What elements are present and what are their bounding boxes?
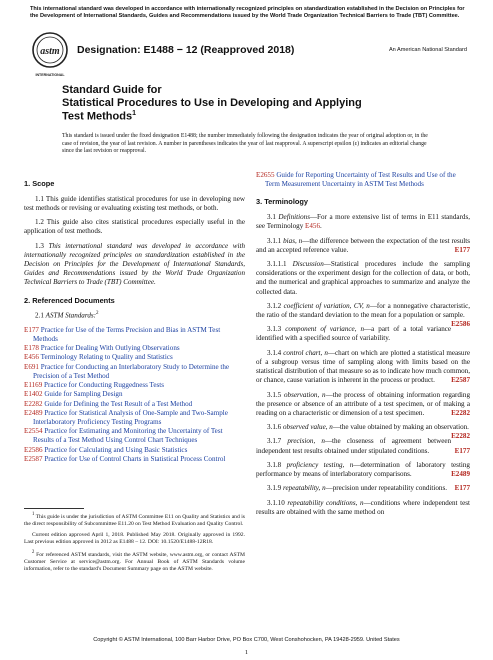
reference-code[interactable]: E1402	[24, 390, 43, 399]
scope-1-1: 1.1 This guide identifies statistical procedures for use in developing new test methods or revising or evaluating existing test methods, or both.	[24, 194, 245, 212]
definition: 3.1.1.1 Discussion—Statistical procedures include the sampling considerations or the experiment design for the collection of data, or both, and the numerical and graphical approaches to summarize and analyze the collected data.	[256, 259, 471, 296]
reference-code[interactable]: E1169	[24, 381, 43, 390]
reference-item[interactable]	[24, 400, 245, 409]
designation: Designation: E1488 − 12 (Reapproved 2018)	[77, 44, 295, 56]
definition: 3.1.8 proficiency testing, n—determination of laboratory testing performance by means of interlaboratory comparisons. E2489	[256, 460, 470, 479]
reference-title[interactable]: Terminology Relating to Quality and Statistics	[40, 353, 173, 362]
definition-source-ref[interactable]: E177	[454, 484, 470, 493]
reference-title[interactable]: Guide for Sampling Design	[44, 390, 123, 399]
definition: 3.1.3 component of variance, n—a part of a total variance identified with a specified source of variability.	[256, 325, 452, 343]
reference-title[interactable]: Guide for Defining the Test Result of a Test Method	[44, 399, 193, 408]
left-column	[24, 171, 245, 464]
reference-item[interactable]	[24, 455, 245, 464]
astm-standards-label: 2.1 ASTM Standards:$^2$	[35, 311, 99, 320]
reference-title[interactable]: Practice for Conducting an Interlaboratory Study to Determine the Precision of a Test Method	[33, 362, 230, 380]
definition-source-ref[interactable]: E177	[454, 446, 470, 455]
reference-code[interactable]: E2655	[256, 171, 275, 179]
reference-item[interactable]	[24, 344, 245, 353]
footnote-1: $^1$ This guide is under the jurisdiction of ASTM Committee E11 on Quality and Statistics and is the direct responsibility of Subcommittee E11.20 on Test Method Evaluation and Quality Control.	[24, 512, 245, 528]
copyright: Copyright © ASTM International, 100 Barr Harbor Drive, PO Box C700, West Conshohocken, PA 19428-2959. United States	[93, 637, 400, 643]
reference-code[interactable]: E178	[24, 344, 39, 353]
reference-title[interactable]: Practice for Use of Control Charts in Statistical Process Control	[44, 454, 226, 463]
reference-item[interactable]	[24, 353, 245, 362]
reference-code[interactable]: E2587	[24, 454, 43, 463]
reference-code[interactable]: E2554	[24, 427, 43, 436]
reference-title[interactable]: Practice for Estimating and Monitoring the Uncertainty of Test Results of a Test Method Using Control Chart Techniques	[33, 427, 223, 445]
reference-item[interactable]	[24, 381, 245, 390]
reference-title[interactable]: Guide for Reporting Uncertainty of Test Results and Use of the Term Measurement Uncertainty in ASTM Test Methods	[265, 171, 456, 189]
footnotes	[24, 512, 245, 577]
standard-note: This standard is issued under the fixed designation E1488; the number immediately following the designation indicates the year of original adoption or, in the case of revision, the year of last revision. A number in parentheses indicates the year of last reapproval. A superscript epsilon (ε) indicates an editorial change since the last revision or reapproval.	[62, 133, 428, 155]
scope-1-3: 1.3 This international standard was developed in accordance with internationally recognized principles on standardization established in the Decision on Principles for the Development of International Standards, Guides and Recommendations issued by the World Trade Organization Technical Barriers to Trade (TBT) Committee.	[24, 241, 245, 287]
term-3-1: 3.1 Definitions—For a more extensive list of terms in E11 standards, see Terminology E456.	[256, 213, 470, 231]
svg-text:INTERNATIONAL: INTERNATIONAL	[35, 73, 65, 77]
referenced-heading: 2. Referenced Documents	[24, 295, 115, 305]
title-line-1: Standard Guide for	[62, 84, 162, 96]
e456-link[interactable]: E456	[305, 222, 321, 231]
reference-title[interactable]: Practice for Calculating and Using Basic Statistics	[44, 445, 188, 454]
scope-1-2: 1.2 This guide also cites statistical procedures especially useful in the application of test methods.	[24, 218, 245, 236]
footnote-2: $^2$ For referenced ASTM standards, visit the ASTM website, www.astm.org, or contact ASTM Customer Service at service@astm.org. For Annual Book of ASTM Standards volume information, refer to the standard's Document Summary page on the ASTM website.	[24, 549, 246, 573]
title-line-3: Test Methods$^1$	[62, 109, 136, 123]
footnote-1b: Current edition approved April 1, 2018. Published May 2018. Originally approved in 1992. Last previous edition approved in 2012 as E1488 – 12. DOI: 10.1520/E1488-12R18.	[24, 531, 245, 546]
definition: 3.1.10 repeatability conditions, n—conditions where independent test results are obtained with the same method on	[256, 498, 470, 516]
reference-code[interactable]: E456	[24, 353, 39, 362]
reference-item[interactable]	[24, 326, 245, 344]
reference-code[interactable]: E177	[24, 325, 39, 334]
definition-source-ref[interactable]: E2489	[451, 470, 470, 479]
definition: 3.1.5 observation, n—the process of obtaining information regarding the presence or absence of an attribute of a test specimen, or of making a reading on a characteristic or dimension of a test specimen. E2282	[256, 390, 470, 417]
definition-source-ref[interactable]: E177	[454, 245, 470, 254]
reference-title[interactable]: Practice for Dealing With Outlying Observations	[40, 344, 180, 353]
wto-notice: This international standard was developed in accordance with internationally recognized principles on standardization established in the Decision on Principles for the Development of International Standards, Guides and Recommendations issued by the World Trade Organization Technical Barriers to Trade (TBT) Committee.	[30, 6, 465, 19]
terminology-heading: 3. Terminology	[256, 197, 309, 207]
scope-heading: 1. Scope	[24, 179, 55, 188]
reference-list	[24, 326, 245, 464]
reference-code[interactable]: E691	[24, 362, 39, 371]
definition: 3.1.6 observed value, n—the value obtained by making an observation. E2282	[267, 423, 470, 441]
reference-code[interactable]: E2489	[24, 408, 43, 417]
reference-title[interactable]: Practice for Conducting Ruggedness Tests	[44, 381, 164, 390]
document-title	[62, 84, 422, 123]
reference-item[interactable]	[24, 390, 245, 399]
definition: 3.1.2 coefficient of variation, CV, n—for a nonnegative characteristic, the ratio of the standard deviation to the mean for a population or sample. E2586	[256, 301, 470, 329]
reference-item[interactable]	[24, 363, 245, 381]
definition-source-ref[interactable]: E2282	[451, 432, 470, 441]
svg-text:astm: astm	[40, 46, 60, 57]
definition-source-ref[interactable]: E2282	[451, 409, 470, 417]
title-line-2: Statistical Procedures to Use in Developing and Applying	[62, 96, 362, 109]
reference-code[interactable]: E2586	[24, 445, 43, 454]
definition: 3.1.4 control chart, n—chart on which are plotted a statistical measure of a subgroup versus time of sampling along with limits based on the statistical distribution of that measure so as to indicate how much common, or chance, cause variation is inherent in the process or product. E2587	[256, 348, 470, 385]
right-column	[256, 171, 470, 522]
page-number: 1	[244, 649, 249, 656]
reference-code[interactable]: E2282	[24, 399, 43, 408]
ans-label: An American National Standard	[388, 47, 467, 53]
reference-item[interactable]	[24, 427, 245, 445]
definition: 3.1.9 repeatability, n—precision under repeatability conditions. E177	[267, 484, 470, 493]
definition-source-ref[interactable]: E2587	[451, 376, 470, 385]
definition-list	[256, 237, 470, 517]
astm-logo	[31, 31, 69, 79]
definition: 3.1.7 precision, n—the closeness of agreement between independent test results obtained under stipulated conditions. E177	[256, 437, 470, 455]
reference-title[interactable]: Practice for Use of the Terms Precision and Bias in ASTM Test Methods	[33, 325, 221, 344]
reference-item[interactable]	[24, 409, 245, 427]
reference-title[interactable]: Practice for Statistical Analysis of One-Sample and Two-Sample Interlaboratory Proficiency Testing Programs	[33, 408, 228, 426]
definition: 3.1.1 bias, n—the difference between the expectation of the test results and an accepted reference value. E177	[256, 236, 470, 254]
reference-list-continued	[256, 171, 470, 189]
reference-item[interactable]	[24, 446, 245, 455]
footnote-rule	[24, 508, 84, 509]
definition-source-ref[interactable]: E2586	[451, 320, 470, 329]
reference-item[interactable]	[256, 171, 470, 189]
